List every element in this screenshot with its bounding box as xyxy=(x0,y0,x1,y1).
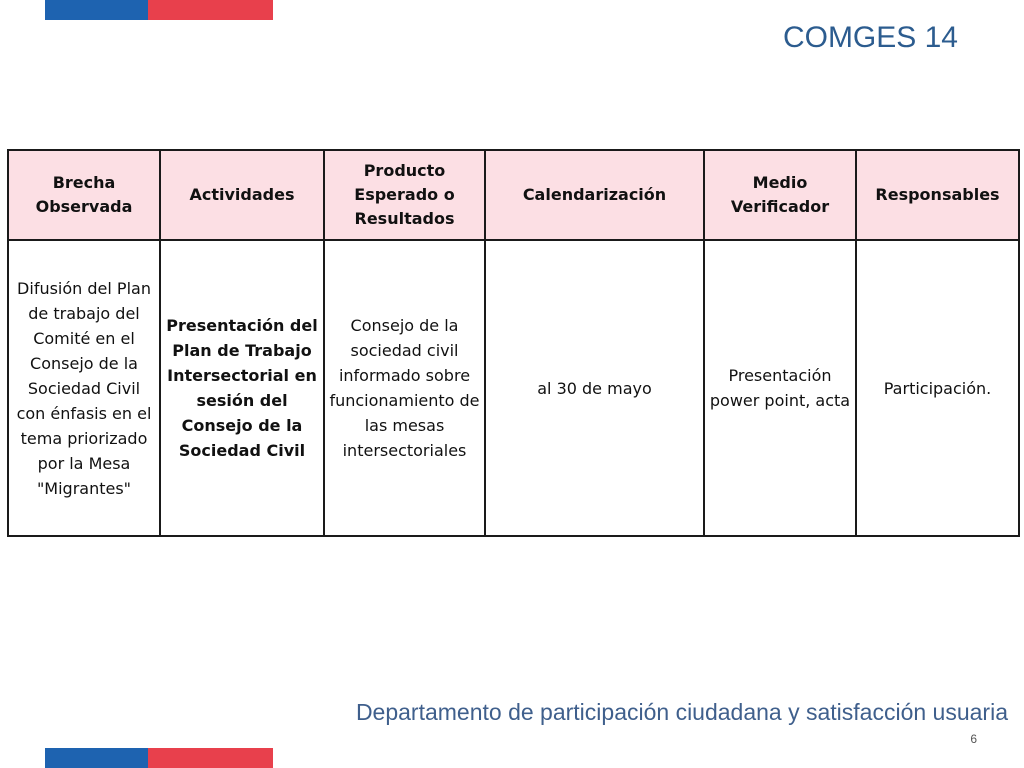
page-number: 6 xyxy=(970,732,977,746)
plan-table xyxy=(7,149,1020,537)
header-medio-verificador: Medio Verificador xyxy=(704,150,856,240)
flag-red-stripe xyxy=(148,748,273,768)
cell-producto-esperado: Consejo de la sociedad civil informado sobre funcionamiento de las mesas intersectoriales xyxy=(324,240,485,536)
flag-red-stripe xyxy=(148,0,273,20)
department-name: Departamento de participación ciudadana y satisfacción usuaria xyxy=(355,699,1008,725)
cell-calendarizacion: al 30 de mayo xyxy=(485,240,704,536)
header-responsables: Responsables xyxy=(856,150,1019,240)
header-calendarizacion: Calendarización xyxy=(485,150,704,240)
header-actividades: Actividades xyxy=(160,150,324,240)
table-header-row xyxy=(8,150,1019,240)
slide-title: COMGES 14 xyxy=(782,21,958,54)
cell-actividades: Presentación del Plan de Trabajo Intersectorial en sesión del Consejo de la Sociedad Civil xyxy=(160,240,324,536)
flag-blue-stripe xyxy=(45,748,148,768)
bottom-flag-bar xyxy=(45,748,273,768)
cell-responsables: Participación. xyxy=(856,240,1019,536)
table-row xyxy=(8,240,1019,536)
flag-blue-stripe xyxy=(45,0,148,20)
cell-medio-verificador: Presentación power point, acta xyxy=(704,240,856,536)
header-producto-esperado: Producto Esperado o Resultados xyxy=(324,150,485,240)
top-flag-bar xyxy=(45,0,273,20)
cell-brecha-observada: Difusión del Plan de trabajo del Comité en el Consejo de la Sociedad Civil con énfasis en el tema priorizado por la Mesa "Migrantes" xyxy=(8,240,160,536)
header-brecha-observada: Brecha Observada xyxy=(8,150,160,240)
